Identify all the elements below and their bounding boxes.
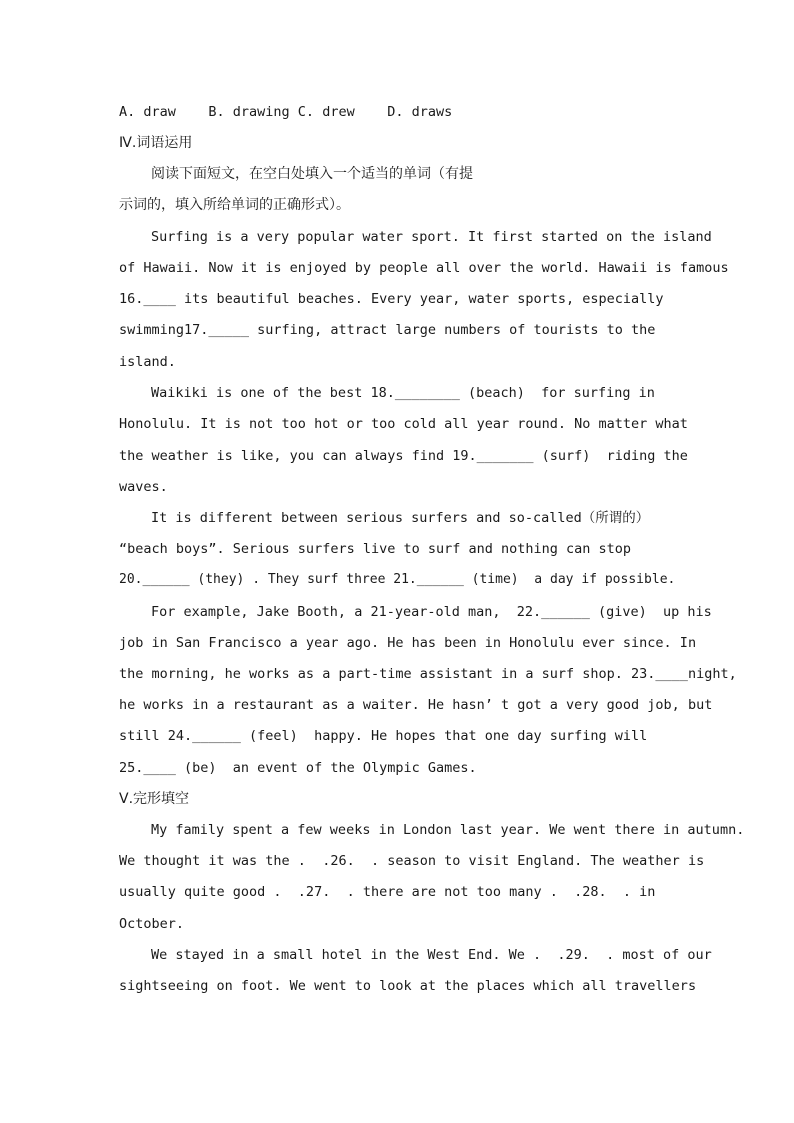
passage-line: of Hawaii. Now it is enjoyed by people all over the world. Hawaii is famous: [119, 260, 729, 276]
cloze-line: usually quite good . .27. . there are not too many . .28. . in: [119, 884, 656, 900]
passage-line: 25.____ (be) an event of the Olympic Games.: [119, 760, 477, 776]
section5-heading: Ⅴ.完形填空: [119, 791, 190, 807]
cloze-line: My family spent a few weeks in London last year. We went there in autumn.: [151, 822, 745, 838]
cloze-line: sightseeing on foot. We went to look at the places which all travellers: [119, 978, 697, 994]
passage-line: he works in a restaurant as a waiter. He hasn’ t got a very good job, but: [119, 697, 713, 713]
passage-line: swimming17._____ surfing, attract large numbers of tourists to the: [119, 322, 656, 338]
passage-line: “beach boys”. Serious surfers live to surf and nothing can stop: [119, 541, 632, 557]
passage-line: still 24.______ (feel) happy. He hopes that one day surfing will: [119, 728, 648, 744]
passage-line: job in San Francisco a year ago. He has been in Honolulu ever since. In: [119, 635, 697, 651]
passage-line: waves.: [119, 479, 168, 495]
passage-line: the morning, he works as a part-time assistant in a surf shop. 23.____night,: [119, 666, 737, 682]
cloze-line: We stayed in a small hotel in the West End. We . .29. . most of our: [151, 947, 712, 963]
passage-line: It is different between serious surfers and so-called（所谓的）: [151, 510, 650, 526]
cloze-line: October.: [119, 916, 185, 932]
passage-line: For example, Jake Booth, a 21-year-old man, 22.______ (give) up his: [151, 604, 712, 620]
passage-line: Waikiki is one of the best 18.________ (beach) for surfing in: [151, 385, 655, 401]
passage-line: 20.______ (they) . They surf three 21.______ (time) a day if possible.: [119, 572, 676, 587]
section4-instruction: 示词的，填入所给单词的正确形式）。: [119, 197, 350, 213]
passage-line: Surfing is a very popular water sport. It first started on the island: [151, 229, 712, 245]
passage-line: the weather is like, you can always find 19._______ (surf) riding the: [119, 448, 688, 464]
cloze-line: We thought it was the . .26. . season to visit England. The weather is: [119, 853, 705, 869]
section4-heading: Ⅳ.词语运用: [119, 135, 193, 151]
passage-line: Honolulu. It is not too hot or too cold all year round. No matter what: [119, 416, 688, 432]
section4-instruction: 阅读下面短文，在空白处填入一个适当的单词（有提: [151, 166, 473, 182]
passage-line: 16.____ its beautiful beaches. Every year, water sports, especially: [119, 291, 664, 307]
passage-line: island.: [119, 354, 176, 370]
options-line: A. draw B. drawing C. drew D. draws: [119, 104, 453, 120]
